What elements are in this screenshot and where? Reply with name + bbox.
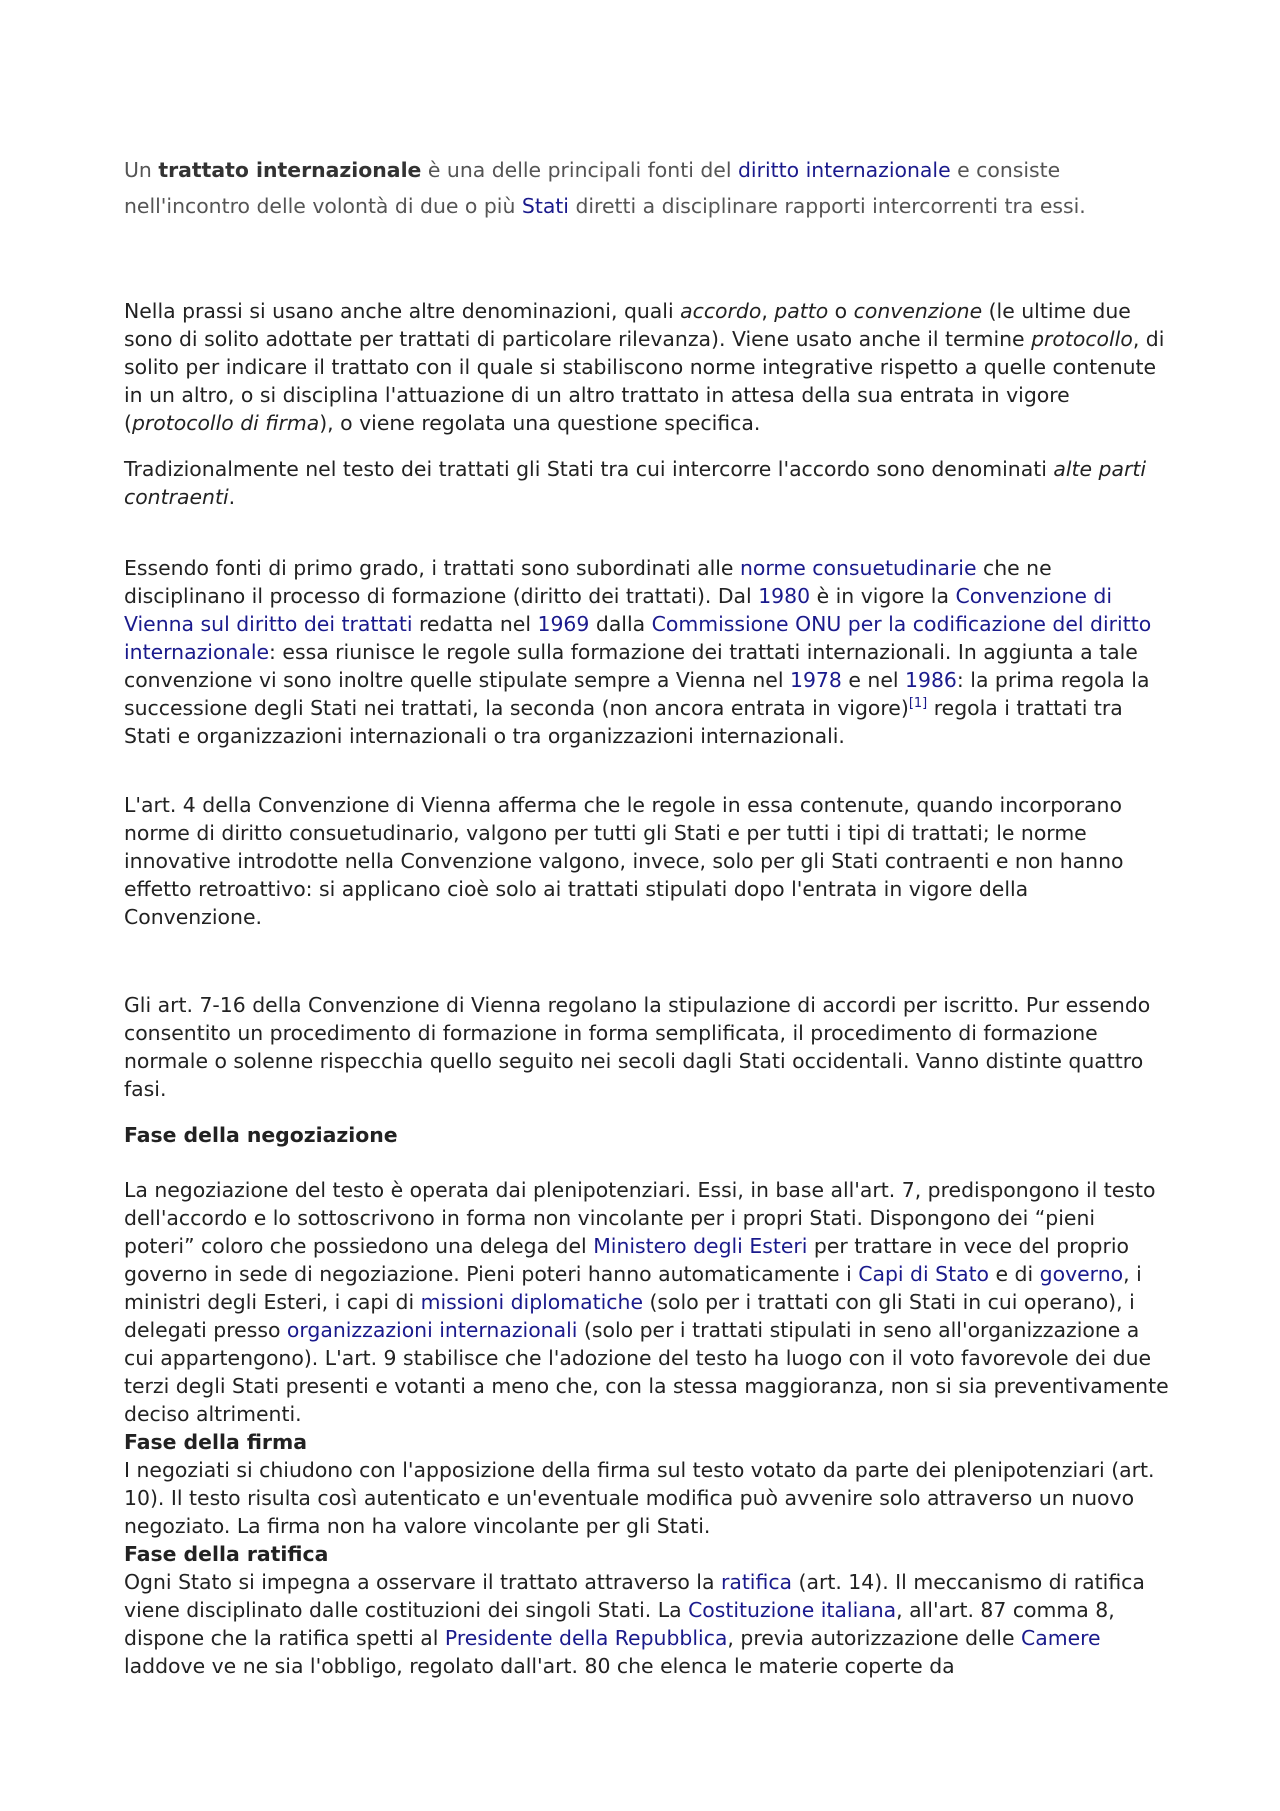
italic-term: patto (774, 299, 829, 323)
italic-term: convenzione (853, 299, 983, 323)
text: dalla (589, 612, 652, 636)
section-heading: Fase della negoziazione (124, 1123, 398, 1147)
heading-firma (124, 1428, 1172, 1456)
paragraph-art7-16 (124, 991, 1172, 1103)
text: (le ultime due sono di solito adottate per trattati di particolare rilevanza). Viene usato anche il termine (124, 299, 1131, 351)
link-convenzione-vienna[interactable]: Convenzione di Vienna sul diritto dei trattati (124, 584, 1113, 636)
link-organizzazioni-internazionali[interactable]: organizzazioni internazionali (286, 1318, 578, 1342)
text: (solo per i trattati stipulati in seno all'organizzazione a cui appartengono). L'art. 9 stabilisce che l'adozione del testo ha luogo con il voto favorevole dei due terzi degli Stati presenti e votanti a meno che, con la stessa maggioranza, non si sia preventivamente deciso altrimenti. (124, 1318, 1169, 1426)
text: Ogni Stato si impegna a osservare il trattato attraverso la (124, 1570, 721, 1594)
text: è una delle principali fonti del (421, 158, 738, 182)
text: Gli art. 7-16 della Convenzione di Vienna regolano la stipulazione di accordi per iscritto. Pur essendo consentito un procedimento di formazione in forma semplificata, il procedimento di formazione normale o solenne rispecchia quello seguito nei secoli dagli Stati occidentali. Vanno distinte quattro fasi. (124, 993, 1151, 1101)
paragraph-fonti (124, 554, 1172, 750)
link-commissione-onu[interactable]: Commissione ONU per la codificazione del diritto internazionale (124, 612, 1152, 664)
text: redatta nel (412, 612, 538, 636)
section-heading: Fase della ratifica (124, 1542, 329, 1566)
text: Essendo fonti di primo grado, i trattati sono subordinati alle (124, 556, 740, 580)
text: (solo per i trattati con gli Stati in cui operano), i delegati presso (124, 1290, 1135, 1342)
text: e nel (841, 668, 906, 692)
text: diretti a disciplinare rapporti intercorrenti tra essi. (568, 194, 1086, 218)
link-ministero-esteri[interactable]: Ministero degli Esteri (593, 1234, 808, 1258)
paragraph-ratifica (124, 1568, 1172, 1680)
paragraph-negoziazione (124, 1176, 1172, 1428)
text: , previa autorizzazione delle (727, 1626, 1021, 1650)
link-costituzione-italiana[interactable]: Costituzione italiana (688, 1598, 897, 1622)
text: per trattare in vece del proprio governo in sede di negoziazione. Pieni poteri hanno automaticamente i (124, 1234, 1129, 1286)
text: Un (124, 158, 159, 182)
intro-paragraph (124, 152, 1172, 224)
footnote-ref (909, 692, 927, 712)
text: , i ministri degli Esteri, i capi di (124, 1262, 1142, 1314)
text: . (228, 485, 236, 509)
link-norme-consuetudinarie[interactable]: norme consuetudinarie (739, 556, 977, 580)
text: : essa riunisce le regole sulla formazione dei trattati internazionali. In aggiunta a tale convenzione vi sono inoltre quelle stipulate sempre a Vienna nel (124, 640, 1138, 692)
paragraph-art4 (124, 791, 1172, 931)
link-1969[interactable]: 1969 (537, 612, 590, 636)
link-camere[interactable]: Camere (1020, 1626, 1101, 1650)
text: ), o viene regolata una questione specifica. (319, 411, 761, 435)
link-ratifica[interactable]: ratifica (720, 1570, 793, 1594)
link-1980[interactable]: 1980 (758, 584, 811, 608)
text: regola i trattati tra Stati e organizzazioni internazionali o tra organizzazioni internazionali. (124, 696, 1123, 748)
text: Tradizionalmente nel testo dei trattati gli Stati tra cui intercorre l'accordo sono denominati (124, 457, 1054, 481)
text: che ne disciplinano il processo di formazione (diritto dei trattati). Dal (124, 556, 1052, 608)
text: L'art. 4 della Convenzione di Vienna afferma che le regole in essa contenute, quando incorporano norme di diritto consuetudinario, valgono per tutti gli Stati e per tutti i tipi di trattati; le norme innovative introdotte nella Convenzione valgono, invece, solo per gli Stati contraenti e non hanno effetto retroattivo: si applicano cioè solo ai trattati stipulati dopo l'entrata in vigore della Convenzione. (124, 793, 1124, 929)
heading-ratifica (124, 1540, 1172, 1568)
text: , di solito per indicare il trattato con il quale si stabiliscono norme integrative rispetto a quelle contenute in un altro, o si disciplina l'attuazione di un altro trattato in attesa della sua entrata in vigore ( (124, 327, 1165, 435)
italic-term: protocollo (1031, 327, 1133, 351)
text: , (761, 299, 775, 323)
text: e consiste nell'incontro delle volontà di due o più (124, 158, 1061, 218)
text: e di (989, 1262, 1040, 1286)
text: La negoziazione del testo è operata dai plenipotenziari. Essi, in base all'art. 7, predispongono il testo dell'accordo e lo sottoscrivono in forma non vincolante per i propri Stati. Dispongono dei “pieni poteri” coloro che possiedono una delega del (124, 1178, 1156, 1258)
text: laddove ve ne sia l'obbligo, regolato dall'art. 80 che elenca le materie coperte da (124, 1654, 955, 1678)
paragraph-denominazioni (124, 297, 1172, 437)
link-capi-di-stato[interactable]: Capi di Stato (858, 1262, 990, 1286)
text: : la prima regola la successione degli Stati nei trattati, la seconda (non ancora entrata in vigore) (124, 668, 1150, 720)
italic-term: accordo (680, 299, 762, 323)
link-governo[interactable]: governo (1039, 1262, 1124, 1286)
text: (art. 14). Il meccanismo di ratifica viene disciplinato dalle costituzioni dei singoli Stati. La (124, 1570, 1145, 1622)
link-missioni-diplomatiche[interactable]: missioni diplomatiche (420, 1290, 643, 1314)
bold-term: trattato internazionale (158, 158, 422, 182)
text: è in vigore la (810, 584, 956, 608)
text: Nella prassi si usano anche altre denominazioni, quali (124, 299, 681, 323)
text: I negoziati si chiudono con l'apposizione della firma sul testo votato da parte dei plenipotenziari (art. 10). Il testo risulta così autenticato e un'eventuale modifica può avvenire solo attraverso un nuovo negoziato. La firma non ha valore vincolante per gli Stati. (124, 1458, 1155, 1538)
paragraph-firma (124, 1456, 1172, 1540)
heading-negoziazione (124, 1121, 1172, 1149)
link-1978[interactable]: 1978 (789, 668, 842, 692)
italic-term: protocollo di firma (131, 411, 320, 435)
link-presidente-repubblica[interactable]: Presidente della Repubblica (444, 1626, 728, 1650)
italic-term: alte parti contraenti (124, 457, 1147, 509)
text: o (828, 299, 854, 323)
link-footnote-1[interactable]: [1] (908, 696, 928, 712)
link-1986[interactable]: 1986 (905, 668, 957, 692)
section-heading: Fase della firma (124, 1430, 307, 1454)
paragraph-alte-parti (124, 455, 1172, 511)
text: , all'art. 87 comma 8, dispone che la ratifica spetti al (124, 1598, 1115, 1650)
link-stati[interactable]: Stati (521, 194, 569, 218)
link-diritto-internazionale[interactable]: diritto internazionale (737, 158, 951, 182)
